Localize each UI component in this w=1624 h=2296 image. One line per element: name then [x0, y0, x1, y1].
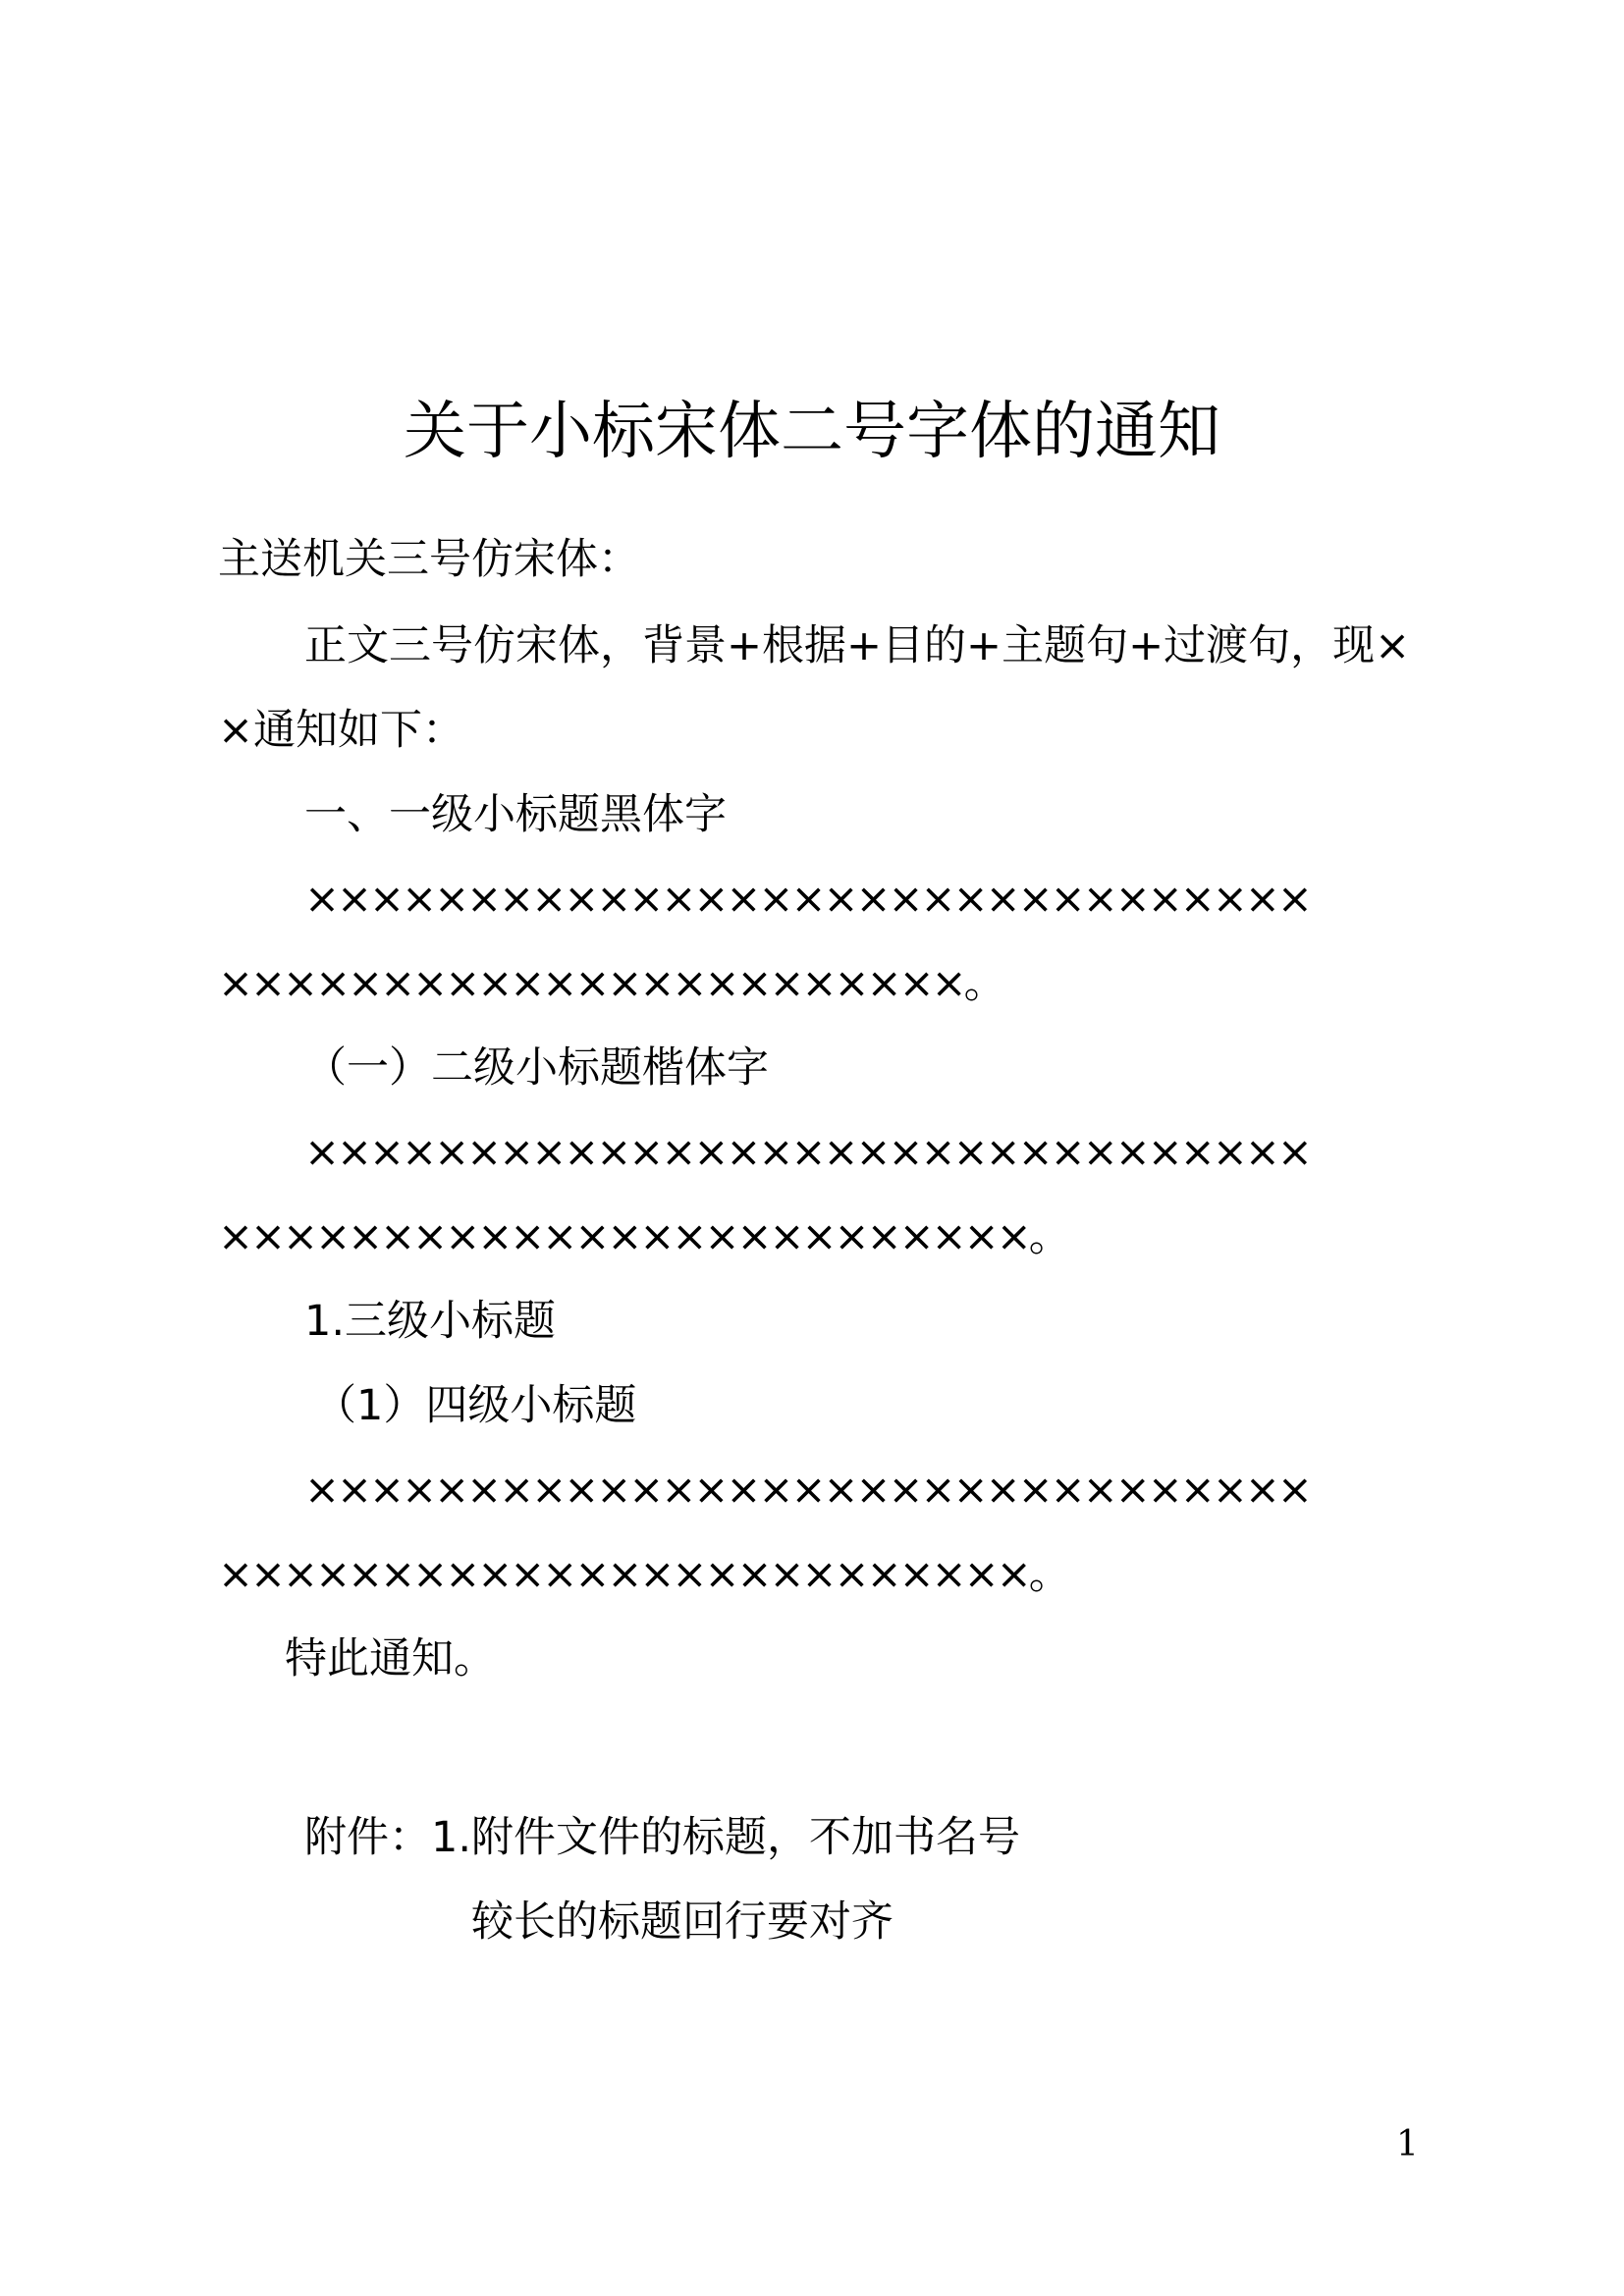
heading-level-2: （一）二级小标题楷体字 [304, 1043, 769, 1093]
paragraph-2-line-1: ××××××××××××××××××××××××××××××× [304, 1128, 1310, 1177]
paragraph-3-line-1: ××××××××××××××××××××××××××××××× [304, 1466, 1310, 1515]
document-title: 关于小标宋体二号字体的通知 [404, 396, 1220, 468]
body-intro-line-2: ×通知如下： [218, 706, 465, 755]
body-intro-line-1: 正文三号仿宋体，背景+根据+目的+主题句+过渡句，现× [304, 621, 1411, 670]
paragraph-3-line-2: ×××××××××××××××××××××××××。 [218, 1550, 1068, 1599]
page-number: 1 [1396, 2124, 1419, 2164]
attachment-line-1: 附件：1.附件文件的标题，不加书名号 [304, 1813, 1021, 1862]
paragraph-2-line-2: ×××××××××××××××××××××××××。 [218, 1212, 1068, 1261]
heading-level-1: 一、一级小标题黑体字 [304, 790, 727, 839]
heading-level-4: （1）四级小标题 [314, 1381, 637, 1430]
attachment-line-2: 较长的标题回行要对齐 [471, 1897, 893, 1947]
paragraph-1-line-2: ×××××××××××××××××××××××。 [218, 959, 1003, 1008]
paragraph-1-line-1: ××××××××××××××××××××××××××××××× [304, 875, 1310, 924]
heading-level-3: 1.三级小标题 [304, 1297, 557, 1346]
closing-statement: 特此通知。 [285, 1634, 496, 1683]
addressee: 主送机关三号仿宋体： [218, 535, 640, 584]
